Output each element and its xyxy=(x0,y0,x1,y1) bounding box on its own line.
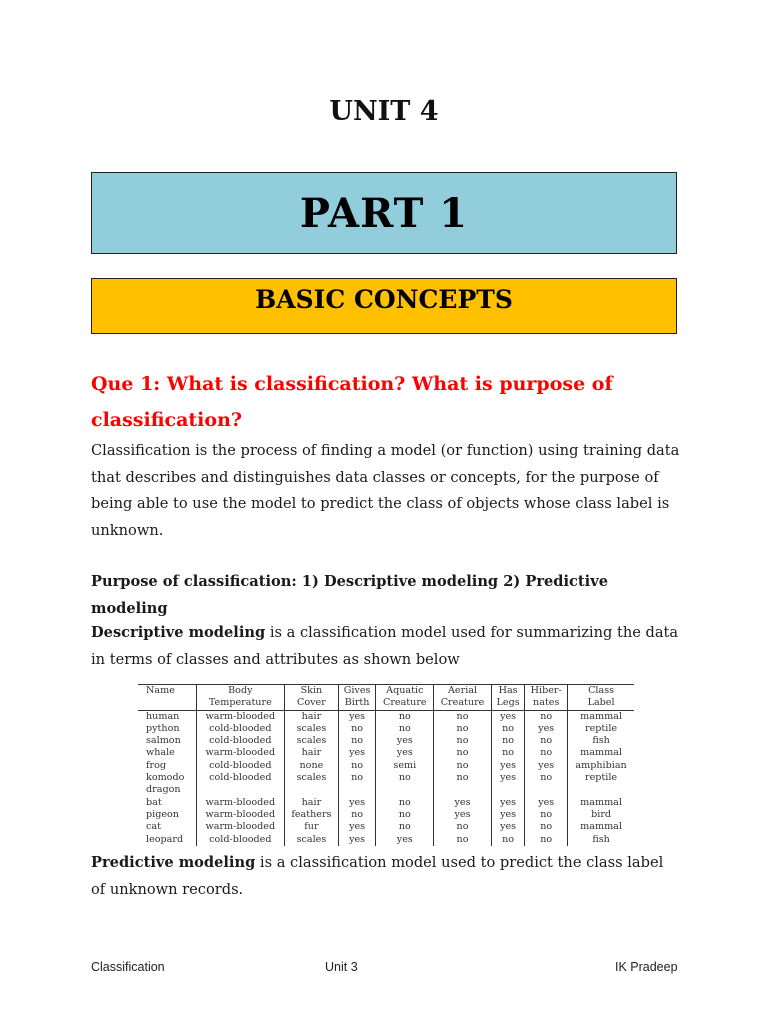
table-row xyxy=(138,797,634,809)
table-cell: bat xyxy=(146,796,162,808)
table-cell: frog xyxy=(146,759,167,771)
table-header-text: Gives xyxy=(343,685,371,696)
table-header-text: Creature xyxy=(440,697,485,709)
table-header-text: Aquatic xyxy=(386,685,424,696)
table-cell: no xyxy=(376,809,434,821)
table-cell: warm-blooded xyxy=(196,710,285,723)
table-header-text: nates xyxy=(533,697,560,709)
table-cell: pigeon xyxy=(146,808,179,820)
table-cell: yes xyxy=(525,760,568,772)
table-cell: no xyxy=(376,821,434,833)
table-cell: leopard xyxy=(146,833,184,845)
table-cell: yes xyxy=(376,834,434,846)
table-cell: fur xyxy=(285,821,339,833)
table-cell: no xyxy=(434,747,492,759)
table-cell: yes xyxy=(434,809,492,821)
table-cell: mammal xyxy=(568,710,634,723)
table-cell: no xyxy=(338,772,376,797)
part-banner xyxy=(91,172,677,254)
table-header-cell xyxy=(525,685,568,711)
table-cell: warm-blooded xyxy=(196,809,285,821)
table-cell: no xyxy=(434,735,492,747)
table-cell: no xyxy=(434,760,492,772)
table-cell: yes xyxy=(491,821,524,833)
table-row xyxy=(138,760,634,772)
descriptive-term: Descriptive modeling xyxy=(91,624,266,641)
table-row xyxy=(138,723,634,735)
animal-data-table xyxy=(138,684,634,846)
table-body xyxy=(138,710,634,846)
table-cell: yes xyxy=(491,760,524,772)
table-cell: yes xyxy=(338,710,376,723)
table-header-row xyxy=(138,685,634,711)
table-cell: no xyxy=(338,723,376,735)
question-line-2: classification? xyxy=(91,409,243,431)
table-cell: cold-blooded xyxy=(196,760,285,772)
table-cell: no xyxy=(525,710,568,723)
part-banner-text: PART 1 xyxy=(299,189,469,237)
table-header-text: Creature xyxy=(382,697,427,709)
table-cell: salmon xyxy=(146,735,181,747)
table-cell: yes xyxy=(338,747,376,759)
table-cell: yes xyxy=(338,821,376,833)
table-cell: mammal xyxy=(568,821,634,833)
table-cell: cat xyxy=(146,821,161,833)
table-cell: no xyxy=(434,821,492,833)
table-cell: yes xyxy=(434,797,492,809)
table-cell: hair xyxy=(285,710,339,723)
table-cell: no xyxy=(434,834,492,846)
unit-title: UNIT 4 xyxy=(329,96,439,127)
table-cell: no xyxy=(376,710,434,723)
table-cell: komodo dragon xyxy=(146,772,185,796)
classification-table xyxy=(138,684,634,846)
table-cell: yes xyxy=(525,723,568,735)
table-header-text: Name xyxy=(146,685,175,696)
table-cell: semi xyxy=(376,760,434,772)
table-row xyxy=(138,821,634,833)
table-cell: yes xyxy=(491,809,524,821)
table-cell: cold-blooded xyxy=(196,723,285,735)
table-cell: scales xyxy=(285,772,339,797)
table-row xyxy=(138,710,634,723)
table-header-cell xyxy=(338,685,376,711)
table-header-text: Temperature xyxy=(208,697,272,709)
table-cell: python xyxy=(146,722,180,734)
table-cell: whale xyxy=(146,747,175,759)
table-cell: scales xyxy=(285,834,339,846)
table-header-text: Hiber- xyxy=(530,685,562,696)
table-cell: no xyxy=(376,797,434,809)
table-cell: no xyxy=(491,735,524,747)
table-header-text: Has xyxy=(498,685,518,696)
purpose-text: : 1) Descriptive modeling 2) Predictive modeling xyxy=(91,573,608,617)
table-cell: scales xyxy=(285,735,339,747)
table-cell: no xyxy=(338,735,376,747)
table-header-text: Skin xyxy=(300,685,323,696)
table-cell: no xyxy=(525,821,568,833)
table-cell: yes xyxy=(491,710,524,723)
table-cell: bird xyxy=(568,809,634,821)
table-header-text: Legs xyxy=(496,697,520,709)
question-heading xyxy=(91,366,677,438)
table-header-text: Body xyxy=(228,685,253,696)
descriptive-paragraph xyxy=(91,620,681,673)
footer-left: Classification xyxy=(91,960,165,974)
table-cell: cold-blooded xyxy=(196,735,285,747)
descriptive-text: is a classification model used for summarizing the data in terms of classes and attributes as shown below xyxy=(91,624,679,668)
question-line-1: Que 1: What is classification? What is purpose of xyxy=(91,373,613,395)
table-row xyxy=(138,747,634,759)
table-cell: no xyxy=(525,747,568,759)
table-cell: no xyxy=(525,772,568,797)
table-cell: feathers xyxy=(285,809,339,821)
predictive-text: is a classification model used to predict the class label of unknown records. xyxy=(91,854,664,898)
table-header-cell xyxy=(434,685,492,711)
table-cell: no xyxy=(338,809,376,821)
table-header-cell xyxy=(196,685,285,711)
table-cell: no xyxy=(491,834,524,846)
table-cell: yes xyxy=(338,797,376,809)
table-cell: no xyxy=(434,772,492,797)
section-banner xyxy=(91,278,677,334)
table-cell: cold-blooded xyxy=(196,834,285,846)
table-cell: no xyxy=(525,809,568,821)
table-cell: no xyxy=(434,710,492,723)
table-header-cell xyxy=(568,685,634,711)
table-cell: no xyxy=(376,772,434,797)
table-cell: no xyxy=(491,747,524,759)
table-header-cell xyxy=(491,685,524,711)
table-cell: yes xyxy=(491,772,524,797)
table-cell: no xyxy=(491,723,524,735)
table-cell: mammal xyxy=(568,797,634,809)
table-header-text: Class xyxy=(588,685,615,696)
table-cell: none xyxy=(285,760,339,772)
section-banner-text: BASIC CONCEPTS xyxy=(255,285,513,314)
table-cell: no xyxy=(376,723,434,735)
table-header-text: Aerial xyxy=(448,685,478,696)
table-cell: warm-blooded xyxy=(196,797,285,809)
table-row xyxy=(138,735,634,747)
table-cell: fish xyxy=(568,735,634,747)
table-cell: no xyxy=(525,834,568,846)
table-cell: amphibian xyxy=(568,760,634,772)
table-header-cell xyxy=(376,685,434,711)
table-cell: yes xyxy=(338,834,376,846)
predictive-paragraph xyxy=(91,850,681,903)
table-row xyxy=(138,772,634,797)
table-cell: yes xyxy=(376,747,434,759)
footer-center: Unit 3 xyxy=(325,960,358,974)
intro-paragraph: Classification is the process of finding a model (or function) using training data that describes and distinguishes data classes or concepts, for the purpose of being able to use the model to predict the class of objects whose class label is unknown. xyxy=(91,442,680,539)
purpose-label: Purpose of classification xyxy=(91,573,292,590)
table-cell: yes xyxy=(525,797,568,809)
footer-right: IK Pradeep xyxy=(615,960,678,974)
table-cell: warm-blooded xyxy=(196,747,285,759)
table-cell: yes xyxy=(376,735,434,747)
table-cell: fish xyxy=(568,834,634,846)
table-cell: scales xyxy=(285,723,339,735)
table-cell: no xyxy=(338,760,376,772)
table-cell: warm-blooded xyxy=(196,821,285,833)
table-cell: reptile xyxy=(568,723,634,735)
table-cell: cold-blooded xyxy=(196,772,285,797)
table-header-text: Label xyxy=(587,697,615,709)
table-header-cell xyxy=(138,685,196,711)
table-row xyxy=(138,809,634,821)
table-row xyxy=(138,834,634,846)
table-cell: reptile xyxy=(568,772,634,797)
table-header-text: Cover xyxy=(297,697,326,709)
table-cell: human xyxy=(146,710,180,722)
table-cell: yes xyxy=(491,797,524,809)
table-cell: mammal xyxy=(568,747,634,759)
table-cell: no xyxy=(434,723,492,735)
table-header-cell xyxy=(285,685,339,711)
predictive-term: Predictive modeling xyxy=(91,854,256,871)
table-header-text: Birth xyxy=(344,697,370,709)
table-cell: hair xyxy=(285,747,339,759)
table-cell: hair xyxy=(285,797,339,809)
table-cell: no xyxy=(525,735,568,747)
purpose-line xyxy=(91,569,681,622)
